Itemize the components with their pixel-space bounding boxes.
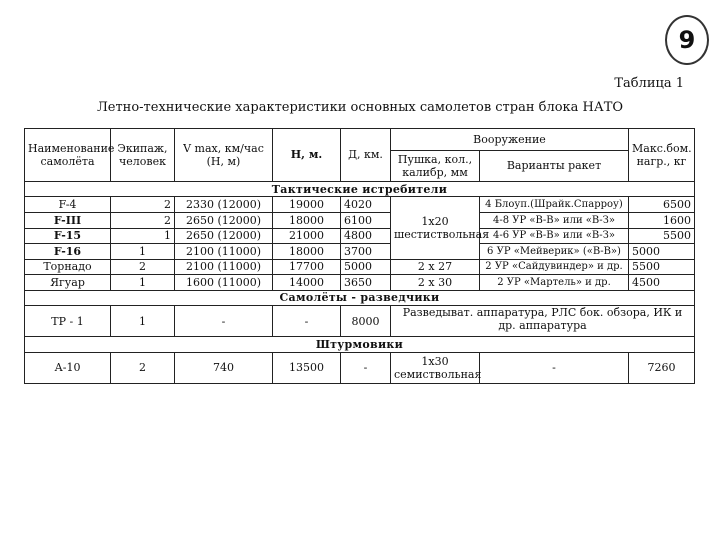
section-row-recon <box>25 290 695 306</box>
header-name: Наименование самолёта <box>25 129 111 182</box>
rockets-value: - <box>480 352 629 383</box>
header-vmax: V max, км/час (H, м) <box>175 129 273 182</box>
vmax-value: 2650 (12000) <box>175 212 273 228</box>
page-number-badge <box>665 15 709 65</box>
table-row <box>25 275 695 291</box>
table-row <box>25 259 695 275</box>
altitude-value: 18000 <box>273 244 341 260</box>
bomb-value: 4500 <box>629 275 695 291</box>
range-value: 5000 <box>341 259 391 275</box>
crew-value: 1 <box>111 244 175 260</box>
header-gun: Пушка, кол., калибр, мм <box>391 150 480 181</box>
rockets-value: 6 УР «Мейверик» («В-В») <box>480 244 629 260</box>
table-row <box>25 306 695 337</box>
header-row <box>25 129 695 151</box>
recon-equipment: Разведыват. аппаратура, РЛС бок. обзора, ИК и др. аппаратура <box>391 306 695 337</box>
rockets-value: 4 Блоуп.(Шрайк.Спарроу) <box>480 197 629 213</box>
rockets-value: 4-8 УР «В-В» или «В-З» <box>480 212 629 228</box>
crew-value: 2 <box>111 212 175 228</box>
gun-value: 2 х 30 <box>391 275 480 291</box>
range-value: 6100 <box>341 212 391 228</box>
aircraft-name: F-16 <box>25 244 111 260</box>
bomb-value: 5500 <box>629 228 695 244</box>
table-row <box>25 244 695 260</box>
vmax-value: 2650 (12000) <box>175 228 273 244</box>
section-fighters: Тактические истребители <box>25 181 695 197</box>
page-number: 9 <box>678 26 696 54</box>
altitude-value: 21000 <box>273 228 341 244</box>
table-row <box>25 197 695 213</box>
bomb-value: 1600 <box>629 212 695 228</box>
section-row-fighters <box>25 181 695 197</box>
range-value: 3700 <box>341 244 391 260</box>
table-row <box>25 228 695 244</box>
range-value: - <box>341 352 391 383</box>
vmax-value: 2100 (11000) <box>175 244 273 260</box>
altitude-value: 18000 <box>273 212 341 228</box>
gun-value: 2 х 27 <box>391 259 480 275</box>
table-row <box>25 352 695 383</box>
aircraft-name: А-10 <box>25 352 111 383</box>
range-value: 3650 <box>341 275 391 291</box>
range-value: 4020 <box>341 197 391 213</box>
gun-value-shared: 1х20 шестиствольная <box>391 197 480 259</box>
aircraft-name: Ягуар <box>25 275 111 291</box>
rockets-value: 2 УР «Сайдувиндер» и др. <box>480 259 629 275</box>
crew-value: 1 <box>111 306 175 337</box>
vmax-value: 740 <box>175 352 273 383</box>
header-rockets: Варианты ракет <box>480 150 629 181</box>
section-attack: Штурмовики <box>25 337 695 353</box>
header-range: Д, км. <box>341 129 391 182</box>
crew-value: 2 <box>111 259 175 275</box>
bomb-value: 5000 <box>629 244 695 260</box>
altitude-value: 14000 <box>273 275 341 291</box>
altitude-value: - <box>273 306 341 337</box>
bomb-value: 5500 <box>629 259 695 275</box>
altitude-value: 13500 <box>273 352 341 383</box>
aircraft-name: F-15 <box>25 228 111 244</box>
bomb-value: 7260 <box>629 352 695 383</box>
crew-value: 1 <box>111 228 175 244</box>
aircraft-name: F-III <box>25 212 111 228</box>
header-armament: Вооружение <box>391 129 629 151</box>
rockets-value: 2 УР «Мартель» и др. <box>480 275 629 291</box>
crew-value: 1 <box>111 275 175 291</box>
vmax-value: 2330 (12000) <box>175 197 273 213</box>
vmax-value: - <box>175 306 273 337</box>
crew-value: 2 <box>111 352 175 383</box>
bomb-value: 6500 <box>629 197 695 213</box>
gun-value: 1х30 семиствольная <box>391 352 480 383</box>
altitude-value: 19000 <box>273 197 341 213</box>
header-altitude: H, м. <box>273 129 341 182</box>
altitude-value: 17700 <box>273 259 341 275</box>
table-label: Таблица 1 <box>614 76 684 91</box>
header-crew: Экипаж, человек <box>111 129 175 182</box>
aircraft-name: ТР - 1 <box>25 306 111 337</box>
aircraft-spec-table <box>24 128 695 384</box>
header-max-bomb: Макс.бом. нагр., кг <box>629 129 695 182</box>
range-value: 8000 <box>341 306 391 337</box>
table-row <box>25 212 695 228</box>
section-recon: Самолёты - разведчики <box>25 290 695 306</box>
section-row-attack <box>25 337 695 353</box>
vmax-value: 2100 (11000) <box>175 259 273 275</box>
aircraft-name: Торнадо <box>25 259 111 275</box>
vmax-value: 1600 (11000) <box>175 275 273 291</box>
crew-value: 2 <box>111 197 175 213</box>
document-title: Летно-технические характеристики основных самолетов стран блока НАТО <box>96 100 624 115</box>
aircraft-name: F-4 <box>25 197 111 213</box>
range-value: 4800 <box>341 228 391 244</box>
rockets-value: 4-6 УР «В-В» или «В-З» <box>480 228 629 244</box>
